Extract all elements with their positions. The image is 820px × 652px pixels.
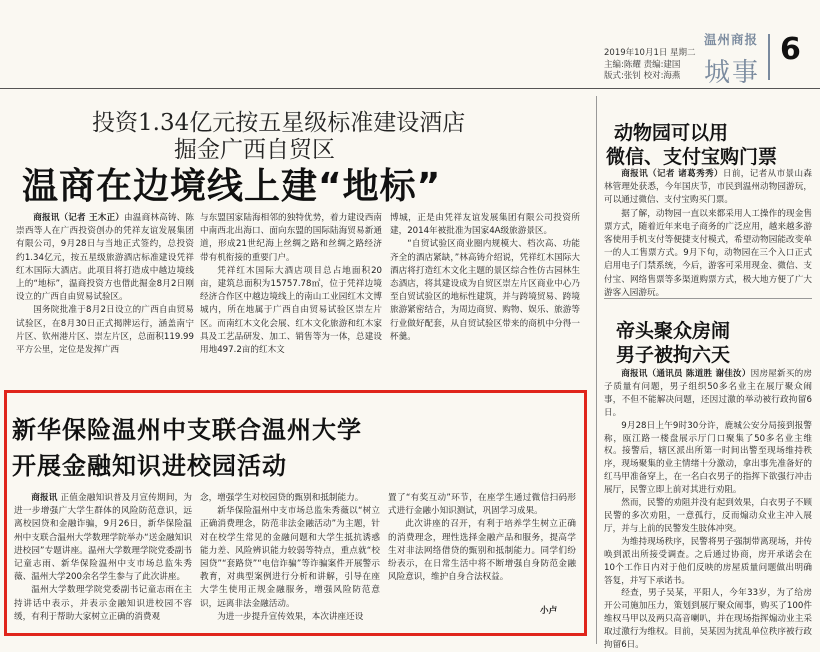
- right2-p5: 经查，男子吴某，平阳人，今年33岁，为了给房开公司施加压力，策划到展厅聚众闹事，购买了100件维权马甲以及两只高音喇叭，并在现场指挥煽动业主采取过激行为维权。目前，吴某因为扰乱单位秩序被行政拘留6日。: [604, 588, 812, 651]
- right1-headline-2: 微信、支付宝购门票: [606, 146, 778, 168]
- lead-col1-p1: 由温商林高铸、陈崇西等人在广西投资创办的凭祥友谊发展集团有限公司，9月28日与当地正式签约，总投资约1.34亿元，按五星级旅游酒店标准建设凭祥红木国际大酒店。此项目将打造成中越边境线上的“地标”，温商投资方也借此掘金8月2日刚设立的广西自由贸易试验区。: [16, 213, 194, 303]
- lead-col3-p1: 博城，正是由凭祥友谊发展集团有限公司投资所建，2014年被批准为国家4A级旅游景区。: [390, 213, 580, 237]
- second-headline-2: 开展金融知识进校园活动: [12, 452, 287, 480]
- masthead-info: [604, 48, 696, 83]
- right1-body: [604, 168, 812, 298]
- lead-headline: 温商在边境线上建“地标”: [22, 166, 442, 207]
- header-rule: [0, 88, 820, 89]
- second-col2-p1: 念，增强学生对校园贷的甄别和抵制能力。: [200, 493, 364, 503]
- right-story-divider: [604, 298, 812, 299]
- second-byline: 商报讯: [31, 493, 58, 503]
- second-col3-p2: 此次讲座的召开，有利于培养学生树立正确的消费理念，理性选择金融产品和服务，提高学生对非法网络借贷的甄别和抵制能力。同学们纷纷表示，在日常生活中将不断增强自身防范金融风险意识，维护自身合法权益。: [388, 519, 576, 583]
- right2-byline: 商报讯（通讯员 陈道胜 谢佳汝）: [621, 369, 751, 379]
- second-column-1: [14, 492, 192, 630]
- right1-p1: 日前，记者从市景山森林管理处获悉，今年国庆节，市民到温州动物园游玩，可以通过微信、支付宝购买门票。: [604, 169, 812, 206]
- right2-p1: 因房屋新买的房子质量有问题，男子组织50多名业主在展厅聚众闹事，不但不能解决问题，还因过激的举动被行政拘留6日。: [604, 369, 812, 418]
- paper-name: 温州商报: [704, 32, 759, 47]
- right1-p2: 据了解，动物园一直以来都采用人工操作的现金售票方式，随着近年来电子商务的广泛应用，越来越多游客使用手机支付等便捷支付模式，希望动物园能改变单一的人工售票方式。9月下旬，动物园在三个入口正式启用电子门禁系统，今后，游客可采用现金、微信、支付宝、网络售票等多渠道购票方式，极大地方便了广大游客入园游玩。: [604, 208, 812, 298]
- lead-column-3: [390, 212, 580, 384]
- lead-col3-p2: “自贸试验区商业圈内规模大、档次高、功能齐全的酒店紧缺，”林高铸介绍说，凭祥红木国际大酒店将打造红木文化主题的景区综合性仿古园林生态酒店，将其建设成为自贸区崇左片区商业中心乃至自贸试验区的地标性建筑，并与跨境贸易、跨境旅游紧密结合，为周边商贸、购物、娱乐、旅游等行业做好配套，从自贸试验区带来的商机中分得一杯羹。: [390, 239, 580, 342]
- issue-date: 2019年10月1日 星期二: [604, 48, 696, 58]
- second-col1-p2: 温州大学数理学院党委副书记童志雨在主持讲话中表示，并表示金融知识进校园不容缓，有利于帮助大家树立正确的消费观: [14, 585, 192, 622]
- lead-col2-p2: 凭祥红木国际大酒店项目总占地面积20亩，建筑总面积为15757.78㎡，位于凭祥边境经济合作区中越边境线上的南山工业园红木文博城内，所在地属于广西自由贸易试验区崇左片区。而南红木文化会展、红木文化旅游和红木家具及工艺品研发、加工、销售等为一体，总建设用地497.2亩的红木文: [200, 265, 382, 356]
- right2-p2: 9月28日上午9时30分许，鹿城公安分局接到报警称，瓯江路一楼盘展示厅门口聚集了50多名业主维权。接警后，辖区派出所第一时间出警至现场维持秩序，现场聚集的业主情绪十分激动，拿出事先准备好的红马甲准备穿上，在一名白衣男子的指挥下欲强行冲击展厅，民警立即上前对其进行劝阻。: [604, 420, 812, 496]
- editors-credit: 主编:陈耀 责编:建国: [604, 59, 681, 70]
- header-separator: [768, 34, 770, 80]
- column-divider: [596, 96, 597, 644]
- second-col3-p1: 置了“有奖互动”环节，在座学生通过微信扫码形式进行金融小知识测试，巩固学习成果。: [388, 493, 576, 517]
- design-credit: 版式:张钊 校对:海燕: [604, 71, 681, 81]
- second-col2-p2: 新华保险温州中支市场总监朱秀薇以“树立正确消费理念，防范非法金融活动”为主题，针对在校学生常见的金融问题和大学生抵抗诱惑能力差、风险辨识能力较弱等特点，重点就“校园贷”“套路贷”“电信诈骗”等诈骗案件开展警示教育，对典型案例进行分析和讲解，引导在座大学生使用正规金融服务，增强风险防范意识，远离非法金融活动。: [200, 506, 380, 609]
- lead-byline: 商报讯（记者 王木正）: [33, 213, 125, 223]
- second-col2-p3: 为进一步提升宣传效果，本次讲座还设: [217, 611, 364, 622]
- right2-headline-1: 帝头聚众房闹: [616, 320, 731, 342]
- right2-p3: 然而，民警的劝阻并没有起到效果，白衣男子不顾民警的多次劝阻，一意孤行，反而煽动众业主冲入展厅，并与上前的民警发生肢体冲突。: [604, 498, 812, 534]
- lead-col1-p2: 国务院批准于8月2日设立的广西自由贸易试验区，在8月30日正式揭牌运行，涵盖南宁片区、钦州港片区、崇左片区，总面积119.99平方公里，定位是发挥广西: [16, 305, 194, 356]
- second-column-3: [388, 492, 576, 602]
- page-number: 6: [780, 32, 801, 67]
- right1-headline-1: 动物园可以用: [614, 122, 729, 144]
- section-name: 城事: [704, 58, 761, 88]
- second-author: 小卢: [540, 606, 558, 616]
- right1-byline: 商报讯（记者 诸葛秀秀）: [621, 169, 723, 179]
- lead-column-1: [16, 212, 194, 384]
- second-col1-p1: 正值金融知识普及月宣传期间，为进一步增强广大学生群体的风险防范意识，远离校园贷和金融诈骗，9月26日，新华保险温州中支联合温州大学数理学院举办“送金融知识进校园”专题讲座。温州大学数理学院党委副书记童志雨、新华保险温州中支市场总监朱秀薇、温州大学200余名学生参与了此次讲座。: [14, 493, 192, 583]
- lead-subtitle-1: 投资1.34亿元按五星级标准建设酒店: [92, 110, 466, 136]
- right2-body: [604, 368, 812, 651]
- lead-subtitle-2: 掘金广西自贸区: [174, 137, 335, 163]
- right2-p4: 为维持现场秩序，民警将男子强制带离现场，并传唤到派出所接受调查。之后通过协商，房开承诺会在10个工作日内对于他们反映的房屋质量问题做出明确答复，并写下承诺书。: [604, 536, 812, 586]
- lead-column-2: [200, 212, 382, 384]
- right2-headline-2: 男子被拘六天: [616, 344, 731, 366]
- second-column-2: [200, 492, 380, 630]
- second-headline-1: 新华保险温州中支联合温州大学: [12, 416, 362, 444]
- lead-col2-p1: 与东盟国家陆海相邻的独特优势，着力建设西南中南西北出海口、面向东盟的国际陆海贸易新通道，形成21世纪海上丝绸之路和丝绸之路经济带有机衔接的重要门户。: [200, 213, 382, 263]
